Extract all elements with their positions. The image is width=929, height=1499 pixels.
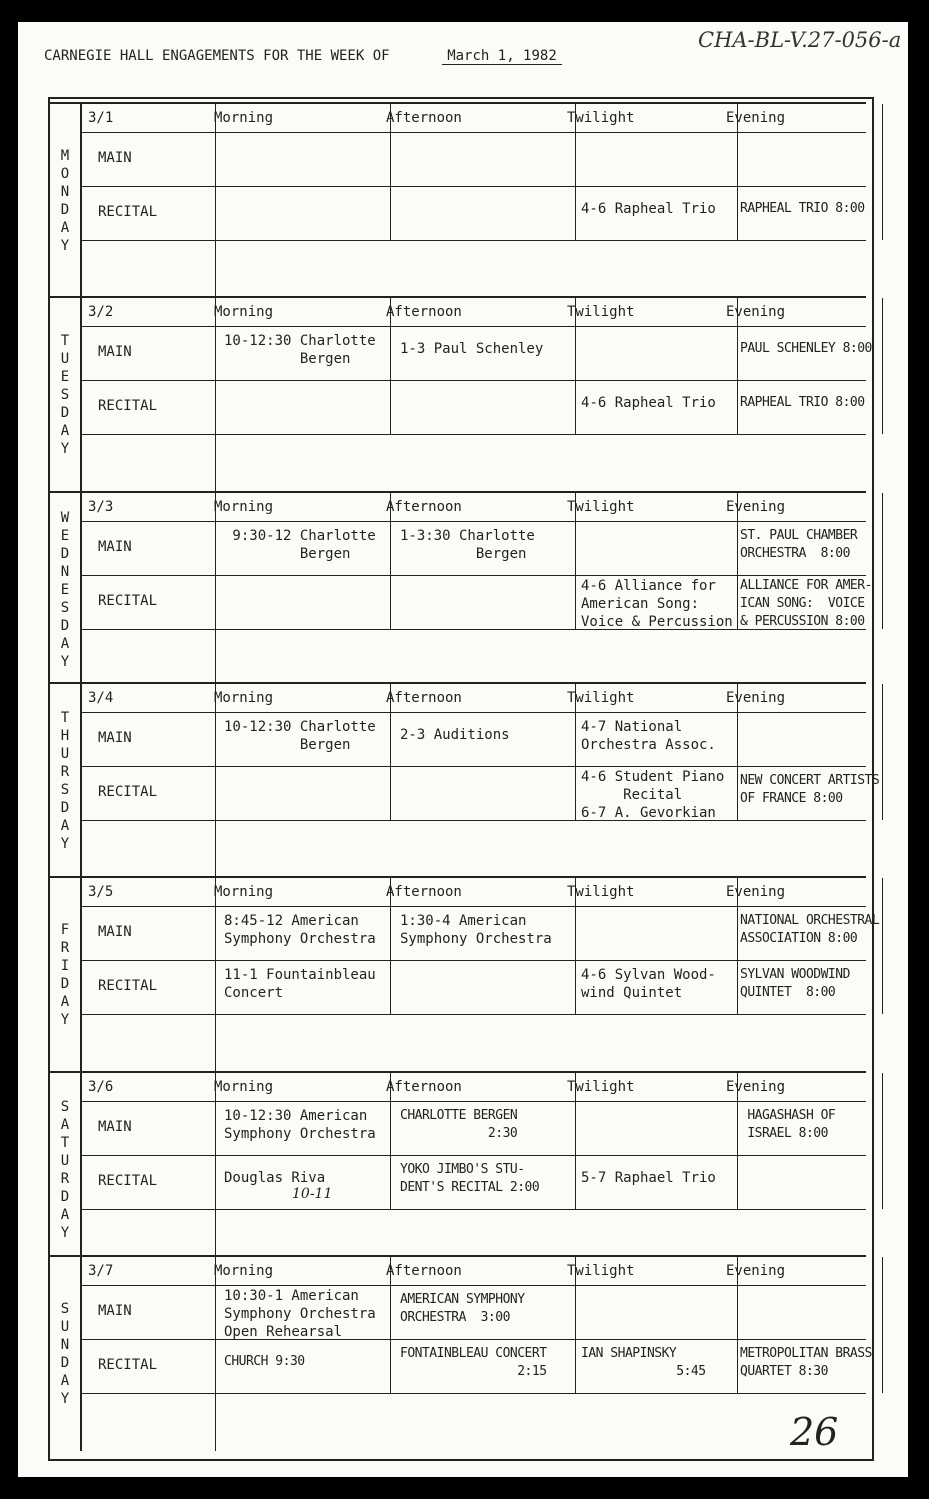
column-header-afternoon: Afternoon	[386, 884, 462, 900]
day-date: 3/3	[88, 499, 114, 515]
day-label-letter: D	[60, 1189, 70, 1205]
cell-main-afternoon: 1:30-4 American Symphony Orchestra	[400, 913, 552, 947]
cell-main-morning: 8:45-12 American Symphony Orchestra	[224, 913, 376, 947]
day-label-letter: S	[60, 1099, 70, 1115]
column-divider	[390, 493, 391, 629]
day-label-letter: N	[60, 184, 70, 200]
column-header-twilight: Twilight	[567, 110, 635, 126]
day-label	[50, 1257, 82, 1451]
day-date: 3/4	[88, 690, 114, 706]
column-divider	[882, 298, 883, 434]
column-divider	[215, 1073, 216, 1267]
day-label-letter: A	[60, 220, 70, 236]
day-label-letter: A	[60, 423, 70, 439]
row-label-recital: RECITAL	[98, 1357, 158, 1373]
column-divider	[575, 493, 576, 629]
column-divider	[737, 104, 738, 240]
row-divider	[82, 1339, 866, 1340]
day-label	[50, 104, 82, 298]
column-divider	[215, 298, 216, 492]
day-label-letter: A	[60, 1373, 70, 1389]
day-label-letter: H	[60, 728, 70, 744]
column-header-morning: Morning	[214, 304, 274, 320]
column-divider	[737, 1257, 738, 1393]
day-block-friday	[50, 876, 880, 1072]
column-divider	[737, 684, 738, 820]
cell-recital-twilight: 4-6 Rapheal Trio	[581, 201, 716, 217]
day-label-letter: D	[60, 976, 70, 992]
row-divider	[82, 1101, 866, 1102]
day-date: 3/1	[88, 110, 114, 126]
column-header-morning: Morning	[214, 1079, 274, 1095]
cell-main-afternoon: 2-3 Auditions	[400, 727, 510, 743]
row-divider	[82, 1285, 866, 1286]
cell-main-afternoon: 1-3:30 Charlotte Bergen	[400, 528, 535, 562]
cell-recital-evening: NEW CONCERT ARTISTS OF FRANCE 8:00	[740, 773, 880, 806]
cell-recital-morning: CHURCH 9:30	[224, 1354, 305, 1369]
day-label-letter: R	[60, 1171, 70, 1187]
row-label-main: MAIN	[98, 1119, 132, 1135]
column-divider	[390, 104, 391, 240]
column-header-morning: Morning	[214, 499, 274, 515]
day-label-letter: E	[60, 528, 70, 544]
row-label-recital: RECITAL	[98, 593, 158, 609]
day-label-letter: W	[60, 510, 70, 526]
row-divider	[82, 906, 866, 907]
row-divider	[82, 521, 866, 522]
column-header-morning: Morning	[214, 1263, 274, 1279]
column-header-twilight: Twilight	[567, 884, 635, 900]
cell-recital-morning: Douglas Riva	[224, 1170, 326, 1186]
column-header-evening: Evening	[726, 1263, 786, 1279]
column-header-afternoon: Afternoon	[386, 499, 462, 515]
cell-main-morning: 9:30-12 Charlotte Bergen	[232, 528, 376, 562]
cell-main-evening: PAUL SCHENLEY 8:00	[740, 341, 872, 356]
day-label-letter: Y	[60, 441, 70, 457]
handwritten-time-note: 10-11	[292, 1186, 333, 1202]
row-label-main: MAIN	[98, 150, 132, 166]
column-divider	[575, 298, 576, 434]
cell-recital-evening: RAPHEAL TRIO 8:00	[740, 201, 865, 216]
column-header-twilight: Twilight	[567, 304, 635, 320]
day-block-saturday	[50, 1071, 866, 1267]
column-divider	[215, 1257, 216, 1451]
cell-recital-evening: METROPOLITAN BRASS QUARTET 8:30	[740, 1346, 872, 1379]
cell-recital-twilight: 4-6 Rapheal Trio	[581, 395, 716, 411]
week-of-date: March 1, 1982	[442, 48, 562, 65]
column-header-afternoon: Afternoon	[386, 110, 462, 126]
column-header-afternoon: Afternoon	[386, 690, 462, 706]
page-number: 26	[790, 1410, 839, 1454]
row-divider	[82, 434, 866, 435]
row-divider	[82, 380, 866, 381]
cell-recital-twilight: 4-6 Alliance for American Song: Voice & Percussion	[581, 578, 733, 630]
day-block-tuesday	[50, 296, 872, 492]
cell-main-morning: 10-12:30 Charlotte Bergen	[224, 719, 376, 753]
day-label-letter: Y	[60, 654, 70, 670]
cell-recital-twilight: 5-7 Raphael Trio	[581, 1170, 716, 1186]
day-label	[50, 684, 82, 878]
day-label-letter: D	[60, 618, 70, 634]
day-label-letter: R	[60, 940, 70, 956]
row-divider	[82, 1014, 866, 1015]
day-block-monday	[50, 102, 866, 298]
column-header-afternoon: Afternoon	[386, 1079, 462, 1095]
cell-main-evening: HAGASHASH OF ISRAEL 8:00	[747, 1108, 836, 1141]
day-block-sunday	[50, 1255, 872, 1451]
column-header-morning: Morning	[214, 884, 274, 900]
day-label-letter: A	[60, 994, 70, 1010]
cell-recital-twilight: IAN SHAPINSKY 5:45	[581, 1346, 706, 1379]
day-label-letter: U	[60, 1319, 70, 1335]
cell-main-morning: 10-12:30 Charlotte Bergen	[224, 333, 376, 367]
row-divider	[82, 1155, 866, 1156]
day-label-letter: I	[60, 958, 70, 974]
row-divider	[82, 1209, 866, 1210]
column-divider	[390, 1257, 391, 1393]
day-label-letter: A	[60, 818, 70, 834]
column-divider	[215, 878, 216, 1072]
day-label-letter: N	[60, 1337, 70, 1353]
column-divider	[737, 493, 738, 629]
row-label-recital: RECITAL	[98, 204, 158, 220]
row-divider	[82, 575, 866, 576]
day-label-letter: N	[60, 564, 70, 580]
column-divider	[390, 684, 391, 820]
day-label-letter: S	[60, 387, 70, 403]
row-divider	[82, 960, 866, 961]
schedule-sheet	[18, 22, 908, 1477]
column-divider	[882, 104, 883, 240]
day-label-letter: D	[60, 202, 70, 218]
day-block-wednesday	[50, 491, 872, 687]
row-divider	[82, 240, 866, 241]
day-label-letter: S	[60, 1301, 70, 1317]
day-label-letter: S	[60, 600, 70, 616]
column-header-twilight: Twilight	[567, 1079, 635, 1095]
column-header-evening: Evening	[726, 304, 786, 320]
row-divider	[82, 326, 866, 327]
day-date: 3/6	[88, 1079, 114, 1095]
row-label-recital: RECITAL	[98, 784, 158, 800]
day-label-letter: T	[60, 333, 70, 349]
day-label-letter: Y	[60, 238, 70, 254]
day-date: 3/2	[88, 304, 114, 320]
column-divider	[737, 878, 738, 1014]
day-label-letter: E	[60, 369, 70, 385]
day-label-letter: T	[60, 710, 70, 726]
day-label-letter: E	[60, 582, 70, 598]
cell-recital-evening: ALLIANCE FOR AMER- ICAN SONG: VOICE & PERCUSSION 8:00	[740, 578, 872, 629]
day-label-letter: A	[60, 1207, 70, 1223]
day-label-letter: U	[60, 1153, 70, 1169]
row-divider	[82, 1393, 866, 1394]
row-divider	[82, 820, 866, 821]
cell-main-afternoon: AMERICAN SYMPHONY ORCHESTRA 3:00	[400, 1292, 525, 1325]
row-divider	[82, 766, 866, 767]
column-header-morning: Morning	[214, 690, 274, 706]
cell-recital-morning: 11-1 Fountainbleau Concert	[224, 967, 376, 1001]
cell-recital-afternoon: YOKO JIMBO'S STU- DENT'S RECITAL 2:00	[400, 1162, 540, 1195]
day-label-letter: U	[60, 746, 70, 762]
column-divider	[882, 493, 883, 629]
column-divider	[390, 1073, 391, 1209]
day-label-letter: Y	[60, 1225, 70, 1241]
column-divider	[575, 104, 576, 240]
column-divider	[882, 1257, 883, 1393]
row-label-recital: RECITAL	[98, 398, 158, 414]
day-label-letter: D	[60, 405, 70, 421]
day-label-letter: Y	[60, 1391, 70, 1407]
row-label-main: MAIN	[98, 924, 132, 940]
row-label-main: MAIN	[98, 539, 132, 555]
day-label-letter: D	[60, 800, 70, 816]
cell-main-morning: 10-12:30 American Symphony Orchestra	[224, 1108, 376, 1142]
column-header-evening: Evening	[726, 1079, 786, 1095]
day-label-letter: O	[60, 166, 70, 182]
day-label-letter: A	[60, 1117, 70, 1133]
column-header-twilight: Twilight	[567, 499, 635, 515]
column-divider	[215, 684, 216, 878]
row-divider	[82, 132, 866, 133]
cell-main-twilight: 4-7 National Orchestra Assoc.	[581, 719, 716, 753]
archive-reference-code: CHA-BL-V.27-056-a	[698, 28, 902, 52]
column-divider	[882, 1073, 883, 1209]
row-label-recital: RECITAL	[98, 978, 158, 994]
day-label-letter: D	[60, 546, 70, 562]
column-header-twilight: Twilight	[567, 690, 635, 706]
column-header-afternoon: Afternoon	[386, 1263, 462, 1279]
row-label-main: MAIN	[98, 1303, 132, 1319]
day-date: 3/5	[88, 884, 114, 900]
cell-main-evening: ST. PAUL CHAMBER ORCHESTRA 8:00	[740, 528, 858, 561]
column-header-evening: Evening	[726, 110, 786, 126]
column-header-twilight: Twilight	[567, 1263, 635, 1279]
column-header-evening: Evening	[726, 884, 786, 900]
day-label-letter: Y	[60, 836, 70, 852]
column-header-evening: Evening	[726, 690, 786, 706]
day-label-letter: M	[60, 148, 70, 164]
row-divider	[82, 712, 866, 713]
cell-recital-evening: RAPHEAL TRIO 8:00	[740, 395, 865, 410]
cell-recital-evening: SYLVAN WOODWIND QUINTET 8:00	[740, 967, 850, 1000]
column-divider	[390, 878, 391, 1014]
column-header-evening: Evening	[726, 499, 786, 515]
column-divider	[737, 298, 738, 434]
column-divider	[575, 878, 576, 1014]
day-label-letter: D	[60, 1355, 70, 1371]
day-label	[50, 1073, 82, 1267]
column-divider	[575, 1257, 576, 1393]
day-label	[50, 493, 82, 687]
column-divider	[390, 298, 391, 434]
column-divider	[575, 1073, 576, 1209]
column-divider	[575, 684, 576, 820]
day-label-letter: R	[60, 764, 70, 780]
cell-recital-twilight: 4-6 Student Piano Recital 6-7 A. Gevorkian	[581, 769, 725, 821]
cell-main-morning: 10:30-1 American Symphony Orchestra Open Rehearsal	[224, 1288, 376, 1340]
column-divider	[215, 493, 216, 687]
day-label-letter: U	[60, 351, 70, 367]
cell-main-evening: NATIONAL ORCHESTRAL ASSOCIATION 8:00	[740, 913, 880, 946]
day-date: 3/7	[88, 1263, 114, 1279]
cell-main-afternoon: CHARLOTTE BERGEN 2:30	[400, 1108, 518, 1141]
day-label-letter: S	[60, 782, 70, 798]
day-label	[50, 298, 82, 492]
sheet-title: CARNEGIE HALL ENGAGEMENTS FOR THE WEEK OF	[44, 48, 390, 64]
cell-main-afternoon: 1-3 Paul Schenley	[400, 341, 544, 357]
cell-recital-twilight: 4-6 Sylvan Wood- wind Quintet	[581, 967, 716, 1001]
column-divider	[882, 878, 883, 1014]
day-label-letter: T	[60, 1135, 70, 1151]
day-label-letter: A	[60, 636, 70, 652]
day-label-letter: Y	[60, 1012, 70, 1028]
day-label	[50, 878, 82, 1072]
row-label-recital: RECITAL	[98, 1173, 158, 1189]
row-label-main: MAIN	[98, 344, 132, 360]
day-label-letter: F	[60, 922, 70, 938]
column-divider	[215, 104, 216, 298]
column-header-morning: Morning	[214, 110, 274, 126]
row-label-main: MAIN	[98, 730, 132, 746]
column-header-afternoon: Afternoon	[386, 304, 462, 320]
row-divider	[82, 186, 866, 187]
day-block-thursday	[50, 682, 880, 878]
cell-recital-afternoon: FONTAINBLEAU CONCERT 2:15	[400, 1346, 547, 1379]
column-divider	[737, 1073, 738, 1209]
column-divider	[882, 684, 883, 820]
